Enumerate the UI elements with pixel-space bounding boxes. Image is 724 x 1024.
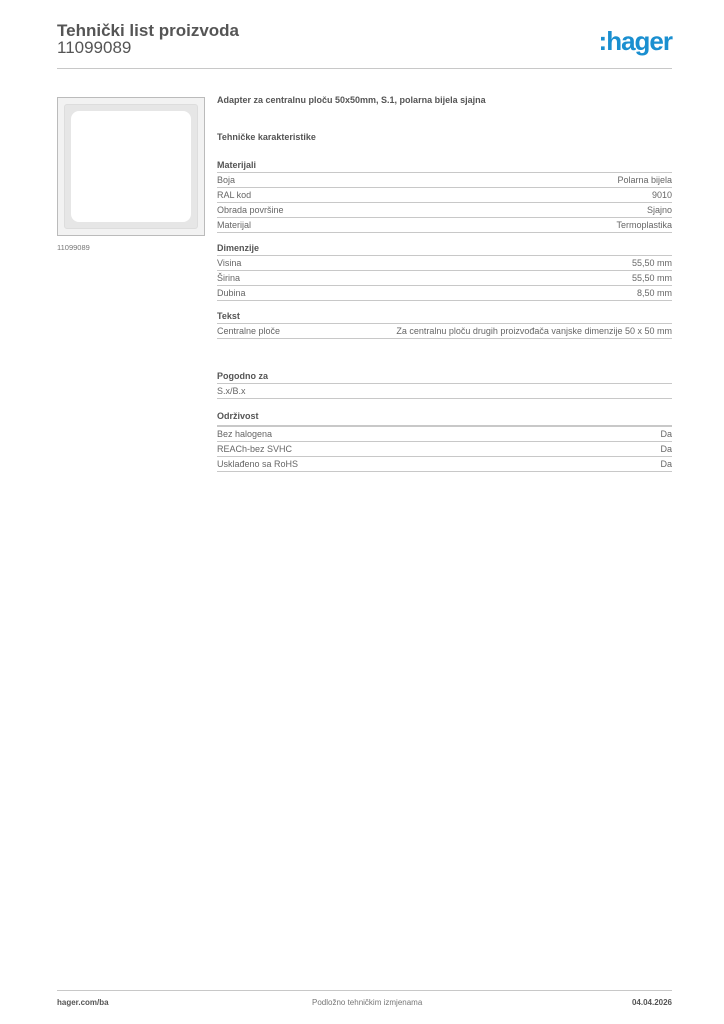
spec-row bbox=[217, 218, 672, 233]
spec-value: Za centralnu ploču drugih proizvođača vanjske dimenzije 50 x 50 mm bbox=[396, 326, 672, 336]
spec-row bbox=[217, 442, 672, 457]
spec-row bbox=[217, 324, 672, 339]
spec-value: Da bbox=[660, 459, 672, 469]
spec-label: Dubina bbox=[217, 288, 246, 298]
spec-row bbox=[217, 173, 672, 188]
footer-website: hager.com/ba bbox=[57, 998, 109, 1007]
spec-value: Termoplastika bbox=[616, 220, 672, 230]
spec-value: Polarna bijela bbox=[617, 175, 672, 185]
footer-date: 04.04.2026 bbox=[631, 998, 672, 1007]
spec-value: 8,50 mm bbox=[636, 288, 672, 298]
specs bbox=[217, 95, 672, 472]
spec-value: 55,50 mm bbox=[631, 258, 672, 268]
spec-row bbox=[217, 271, 672, 286]
hager-logo: :hager bbox=[598, 26, 672, 56]
spec-value: 55,50 mm bbox=[631, 273, 672, 283]
section-title: Dimenzije bbox=[217, 241, 672, 256]
page-title: Tehnički list proizvoda bbox=[57, 21, 239, 40]
spec-label: S.x/B.x bbox=[217, 386, 246, 396]
spec-value: Sjajno bbox=[646, 205, 672, 215]
spec-label: Usklađeno sa RoHS bbox=[217, 459, 299, 469]
spec-label: Materijal bbox=[217, 220, 252, 230]
spec-value: Da bbox=[660, 444, 672, 454]
spec-row bbox=[217, 457, 672, 472]
footer-note: Podložno tehničkim izmjenama bbox=[312, 998, 423, 1007]
spec-label: Bez halogena bbox=[217, 429, 273, 439]
spec-label: Boja bbox=[217, 175, 236, 185]
header-divider bbox=[57, 68, 672, 69]
spec-row bbox=[217, 203, 672, 218]
product-code: 11099089 bbox=[57, 38, 132, 57]
spec-value: Da bbox=[660, 429, 672, 439]
spec-value: 9010 bbox=[651, 190, 672, 200]
spec-row bbox=[217, 256, 672, 271]
spec-row bbox=[217, 384, 672, 399]
spec-label: RAL kod bbox=[217, 190, 252, 200]
specs-subtitle: Tehničke karakteristike bbox=[217, 132, 316, 142]
spec-label: Centralne ploče bbox=[217, 326, 281, 336]
spec-label: REACh-bez SVHC bbox=[217, 444, 293, 454]
image-caption: 11099089 bbox=[57, 243, 90, 252]
spec-label: Visina bbox=[217, 258, 242, 268]
footer-divider bbox=[57, 990, 672, 991]
section-title: Održivost bbox=[217, 409, 672, 427]
product-title: Adapter za centralnu ploču 50x50mm, S.1, polarna bijela sjajna bbox=[217, 95, 486, 105]
spec-label: Širina bbox=[217, 273, 241, 283]
spec-row bbox=[217, 427, 672, 442]
section-title: Pogodno za bbox=[217, 369, 672, 384]
spec-row bbox=[217, 286, 672, 301]
spec-row bbox=[217, 188, 672, 203]
spec-label: Obrada površine bbox=[217, 205, 284, 215]
product-image bbox=[57, 97, 205, 236]
section-title: Materijali bbox=[217, 158, 672, 173]
section-title: Tekst bbox=[217, 309, 672, 324]
